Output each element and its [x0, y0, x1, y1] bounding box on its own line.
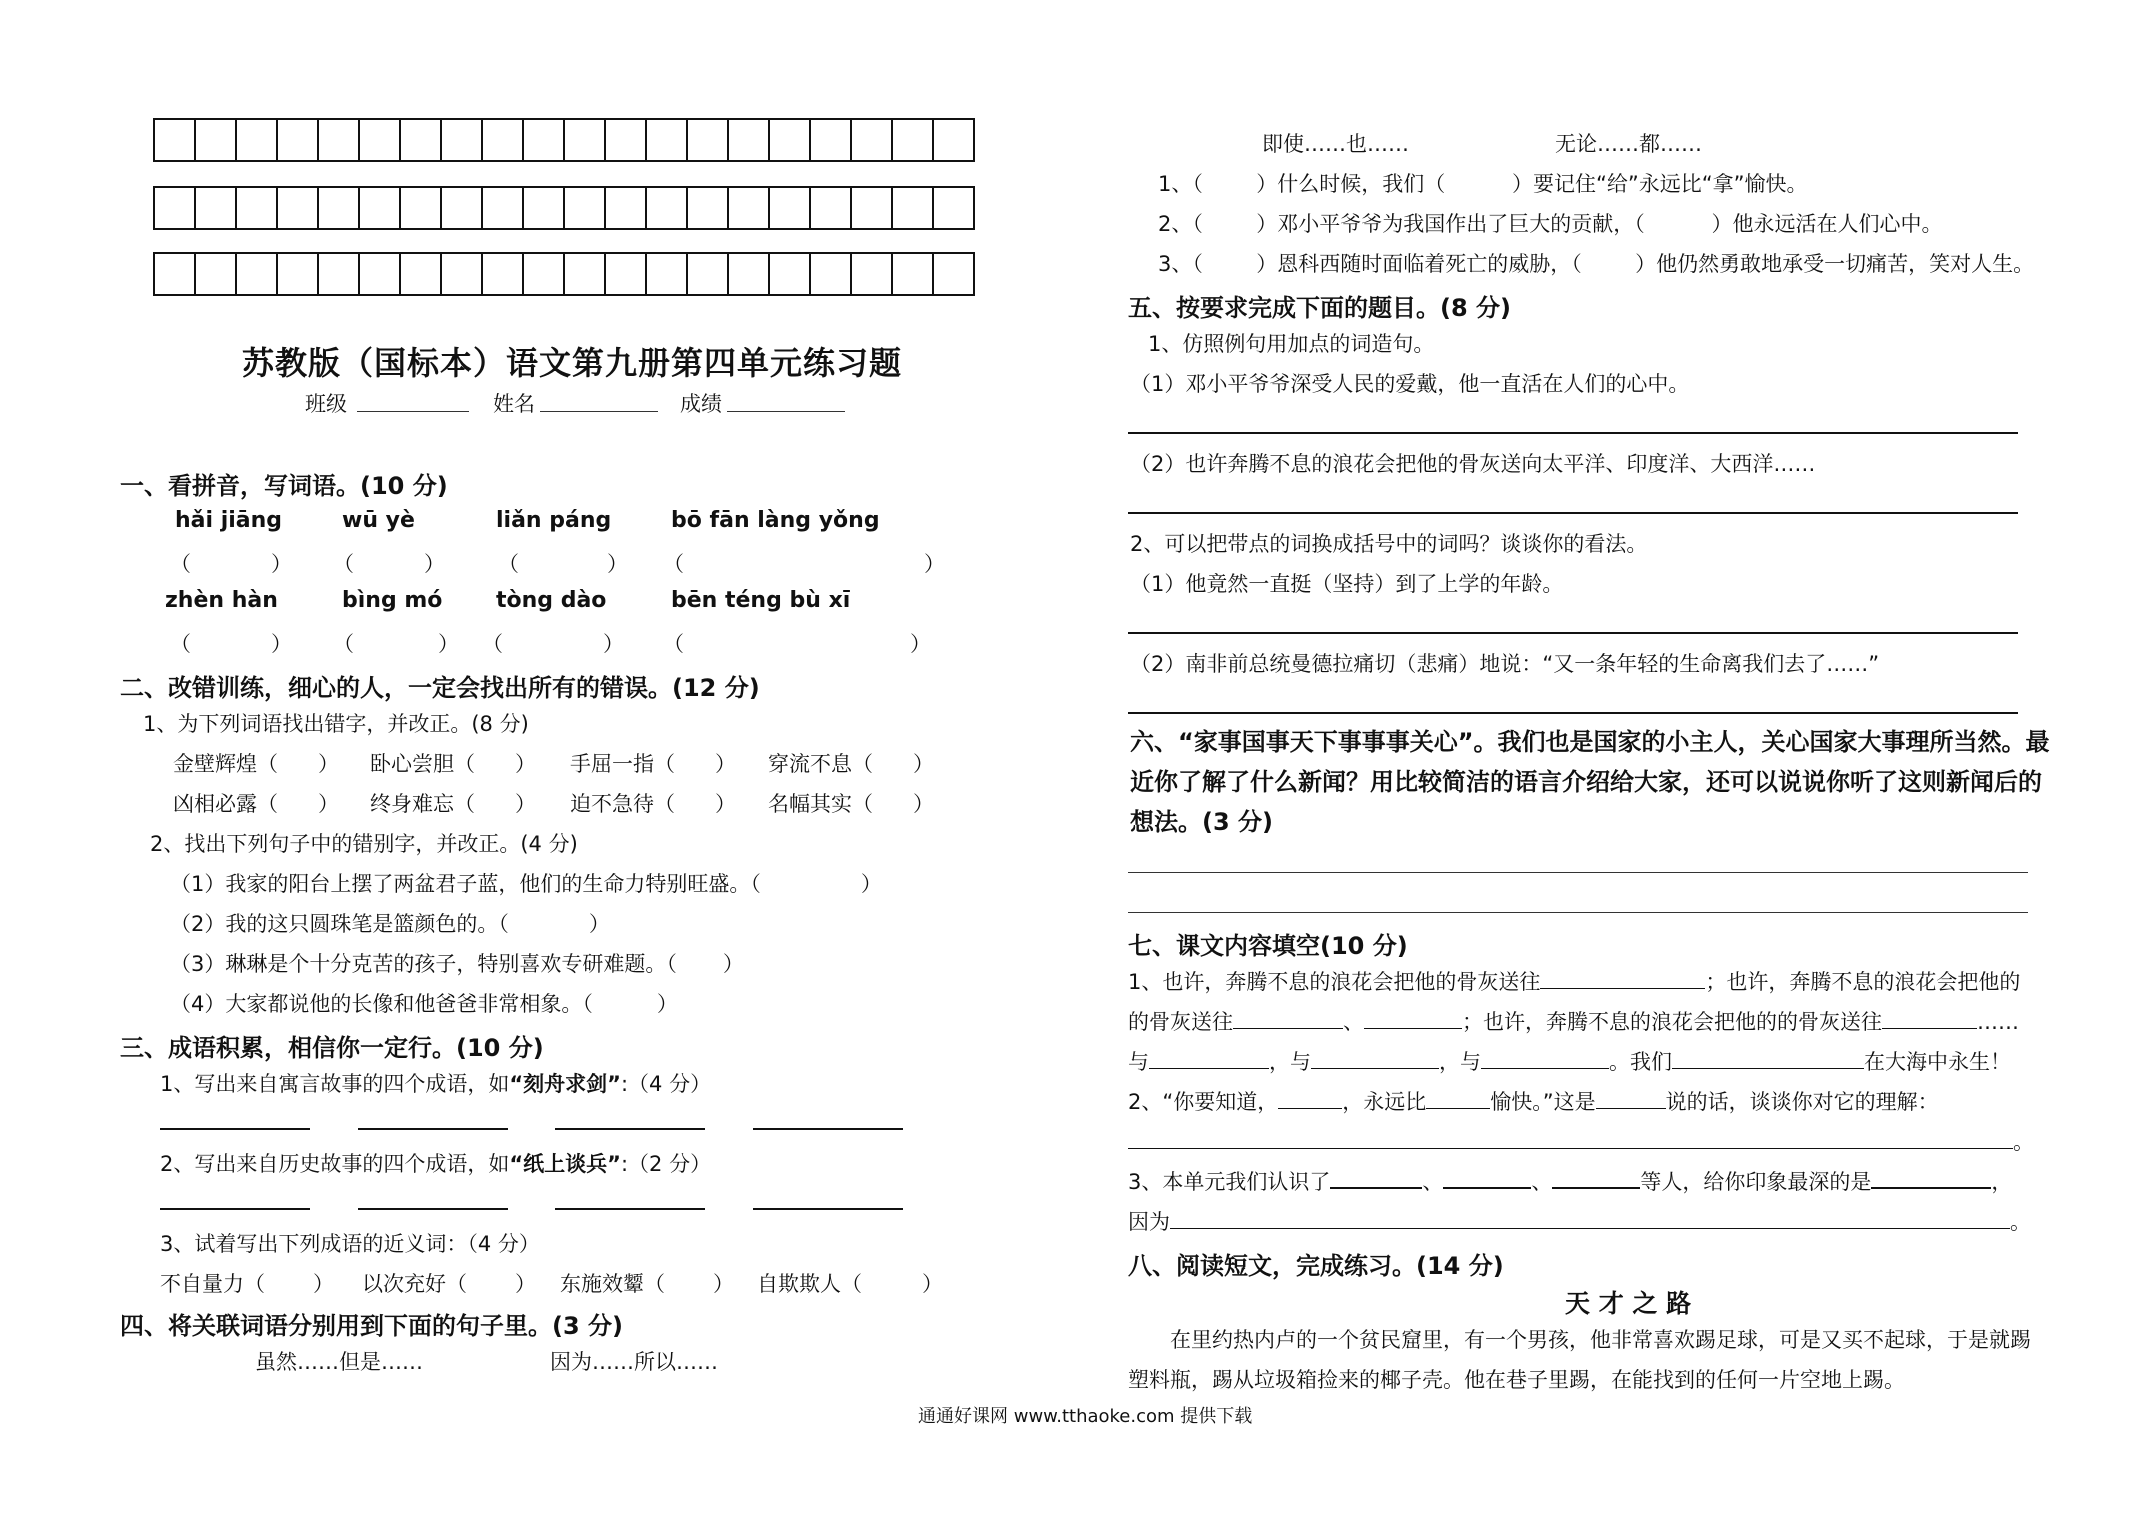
writing-grid-cell[interactable] [196, 252, 237, 296]
writing-grid-cell[interactable] [770, 118, 811, 162]
writing-grid-cell[interactable] [729, 118, 770, 162]
typo-word-3[interactable]: 手屈一指（ ） [570, 752, 736, 776]
s5-question-2: 2、可以把带点的词换成括号中的词吗？谈谈你的看法。 [1130, 532, 1648, 556]
news-answer-line-1[interactable] [1128, 872, 2028, 873]
footer-credit: 通通好课网 www.tthaoke.com 提供下载 [918, 1406, 1253, 1427]
answer-bracket-3[interactable]: （ ） [498, 552, 628, 576]
typo-sentence-1[interactable]: （1）我家的阳台上摆了两盆君子蓝，他们的生命力特别旺盛。（ ） [170, 872, 882, 896]
writing-grid-cell[interactable] [811, 118, 852, 162]
writing-grid-cell[interactable] [483, 118, 524, 162]
writing-grid-row-3[interactable] [153, 252, 975, 296]
answer-bracket-6[interactable]: （ ） [333, 632, 459, 656]
story-title: 天 才 之 路 [1565, 1289, 1692, 1318]
typo-sentence-4[interactable]: （4）大家都说他的长像和他爸爸非常相象。（ ） [170, 992, 678, 1016]
writing-grid-cell[interactable] [729, 186, 770, 230]
idiom-answer-line-1[interactable] [160, 1128, 310, 1130]
writing-grid-cell[interactable] [319, 186, 360, 230]
typo-word-7[interactable]: 迫不急待（ ） [570, 792, 736, 816]
section-2-heading: 二、改错训练，细心的人，一定会找出所有的错误。(12 分) [120, 674, 760, 702]
writing-grid-cell[interactable] [852, 186, 893, 230]
typo-word-2[interactable]: 卧心尝胆（ ） [370, 752, 536, 776]
score-label: 成绩 [680, 392, 722, 416]
writing-grid-cell[interactable] [934, 252, 975, 296]
conjunction-pair-3: 即使……也…… [1262, 132, 1409, 156]
writing-grid-cell[interactable] [401, 252, 442, 296]
writing-grid-cell[interactable] [360, 252, 401, 296]
section-3-heading: 三、成语积累，相信你一定行。(10 分) [120, 1034, 544, 1062]
s7-line-1: 1、也许，奔腾不息的浪花会把他的骨灰送往 ；也许，奔腾不息的浪花会把他的 [1128, 970, 2021, 994]
s7-line-5: 。 [1128, 1126, 2034, 1156]
writing-grid-cell[interactable] [237, 252, 278, 296]
writing-grid-cell[interactable] [565, 118, 606, 162]
writing-grid-cell[interactable] [442, 118, 483, 162]
idiom-answer-line-7[interactable] [555, 1208, 705, 1210]
typo-word-5[interactable]: 凶相必露（ ） [173, 792, 339, 816]
sentence-answer-line-1[interactable] [1128, 432, 2018, 434]
writing-grid-cell[interactable] [319, 118, 360, 162]
writing-grid-cell[interactable] [893, 186, 934, 230]
writing-grid-cell[interactable] [729, 252, 770, 296]
writing-grid-cell[interactable] [934, 118, 975, 162]
writing-grid-cell[interactable] [442, 186, 483, 230]
writing-grid-cell[interactable] [524, 252, 565, 296]
writing-grid-cell[interactable] [852, 252, 893, 296]
writing-grid-cell[interactable] [934, 186, 975, 230]
writing-grid-cell[interactable] [360, 186, 401, 230]
writing-grid-cell[interactable] [565, 186, 606, 230]
score-field[interactable] [727, 411, 845, 412]
writing-grid-cell[interactable] [688, 186, 729, 230]
s7-line-3: 与 ，与 ，与 。我们 在大海中永生！ [1128, 1050, 2011, 1074]
page-title: 苏教版（国标本）语文第九册第四单元练习题 [242, 344, 903, 382]
writing-grid-cell[interactable] [196, 186, 237, 230]
s7-line-4: 2、“你要知道， ，永远比 愉快。”这是 说的话，谈谈你对它的理解： [1128, 1090, 1939, 1114]
typo-word-4[interactable]: 穿流不息（ ） [768, 752, 934, 776]
section-5-heading: 五、按要求完成下面的题目。(8 分) [1128, 294, 1511, 322]
writing-grid-cell[interactable] [565, 252, 606, 296]
writing-grid-cell[interactable] [688, 118, 729, 162]
writing-grid-cell[interactable] [278, 186, 319, 230]
s7-line-7: 因为 。 [1128, 1210, 2031, 1234]
writing-grid-cell[interactable] [278, 118, 319, 162]
opinion-answer-line-1[interactable] [1128, 632, 2018, 634]
s5-question-1: 1、仿照例句用加点的词造句。 [1148, 332, 1435, 356]
pinyin-7: tòng dào [496, 588, 607, 613]
writing-grid-cell[interactable] [237, 186, 278, 230]
conjunction-item-3[interactable]: 3、（ ）恩科西随时面临着死亡的威胁，（ ）他仍然勇敢地承受一切痛苦，笑对人生。 [1158, 252, 2035, 276]
writing-grid-cell[interactable] [319, 252, 360, 296]
pinyin-5: zhèn hàn [165, 588, 278, 613]
synonym-item-3[interactable]: 东施效颦（ ） [560, 1272, 734, 1296]
idiom-answer-line-8[interactable] [753, 1208, 903, 1210]
writing-grid-cell[interactable] [770, 186, 811, 230]
writing-grid-cell[interactable] [811, 186, 852, 230]
writing-grid-cell[interactable] [237, 118, 278, 162]
pinyin-6: bìng mó [342, 588, 443, 613]
pinyin-3: liǎn páng [496, 508, 612, 533]
writing-grid-cell[interactable] [155, 186, 196, 230]
answer-bracket-2[interactable]: （ ） [333, 552, 445, 576]
writing-grid-cell[interactable] [852, 118, 893, 162]
writing-grid-cell[interactable] [524, 118, 565, 162]
typo-word-8[interactable]: 名幅其实（ ） [768, 792, 934, 816]
s5-example-2: （2）也许奔腾不息的浪花会把他的骨灰送向太平洋、印度洋、大西洋…… [1130, 452, 1816, 476]
s3-question-1: 1、写出来自寓言故事的四个成语，如“刻舟求剑”:（4 分） [160, 1072, 712, 1096]
s2-question-1: 1、为下列词语找出错字，并改正。(8 分) [143, 712, 529, 736]
writing-grid-cell[interactable] [483, 252, 524, 296]
answer-bracket-7[interactable]: （ ） [482, 632, 624, 656]
typo-word-6[interactable]: 终身难忘（ ） [370, 792, 536, 816]
opinion-answer-line-2[interactable] [1128, 712, 2018, 714]
s3-question-3: 3、试着写出下列成语的近义词：（4 分） [160, 1232, 540, 1256]
sentence-answer-line-2[interactable] [1128, 512, 2018, 514]
conjunction-pair-1: 虽然……但是…… [255, 1350, 423, 1374]
section-7-heading: 七、课文内容填空(10 分) [1128, 932, 1408, 960]
conjunction-pair-2: 因为……所以…… [550, 1350, 718, 1374]
pinyin-8: bēn téng bù xī [671, 588, 851, 613]
pinyin-2: wū yè [342, 508, 415, 533]
section-8-heading: 八、阅读短文，完成练习。(14 分) [1128, 1252, 1504, 1280]
idiom-answer-line-3[interactable] [555, 1128, 705, 1130]
writing-grid-cell[interactable] [278, 252, 319, 296]
writing-grid-cell[interactable] [155, 118, 196, 162]
s7-line-6: 3、本单元我们认识了 、 、 等人，给你印象最深的是 ， [1128, 1170, 2013, 1194]
answer-bracket-4[interactable]: （ ） [663, 552, 945, 576]
news-answer-line-2[interactable] [1128, 912, 2028, 913]
writing-grid-cell[interactable] [401, 186, 442, 230]
writing-grid-cell[interactable] [155, 252, 196, 296]
synonym-item-4[interactable]: 自欺欺人（ ） [757, 1272, 943, 1296]
writing-grid-cell[interactable] [483, 186, 524, 230]
writing-grid-cell[interactable] [893, 118, 934, 162]
typo-word-1[interactable]: 金壁辉煌（ ） [173, 752, 339, 776]
idiom-answer-line-5[interactable] [160, 1208, 310, 1210]
answer-bracket-8[interactable]: （ ） [663, 632, 931, 656]
s5-example-1: （1）邓小平爷爷深受人民的爱戴，他一直活在人们的心中。 [1130, 372, 1690, 396]
s5-example-4: （2）南非前总统曼德拉痛切（悲痛）地说：“又一条年轻的生命离我们去了……” [1130, 652, 1880, 676]
writing-grid-cell[interactable] [524, 186, 565, 230]
s7-line-2: 的骨灰送往 、 ；也许，奔腾不息的浪花会把他的的骨灰送往 …… [1128, 1010, 2019, 1034]
pinyin-1: hǎi jiāng [175, 508, 283, 533]
writing-grid-row-2[interactable] [153, 186, 975, 230]
typo-sentence-2[interactable]: （2）我的这只圆珠笔是篮颜色的。（ ） [170, 912, 610, 936]
s5-example-3: （1）他竟然一直挺（坚持）到了上学的年龄。 [1130, 572, 1564, 596]
writing-grid-cell[interactable] [606, 186, 647, 230]
writing-grid-cell[interactable] [647, 186, 688, 230]
name-label: 姓名 [493, 392, 535, 416]
writing-grid-cell[interactable] [770, 252, 811, 296]
section-6-prompt: 六、“家事国事天下事事事关心”。我们也是国家的小主人，关心国家大事理所当然。最近你了解了什么新闻？用比较简洁的语言介绍给大家，还可以说说你听了这则新闻后的想法。(3 分) [1130, 728, 2050, 836]
idiom-answer-line-4[interactable] [753, 1128, 903, 1130]
class-field[interactable] [357, 411, 469, 412]
name-field[interactable] [540, 411, 658, 412]
writing-grid-cell[interactable] [647, 252, 688, 296]
writing-grid-cell[interactable] [401, 118, 442, 162]
writing-grid-cell[interactable] [360, 118, 401, 162]
writing-grid-cell[interactable] [893, 252, 934, 296]
synonym-item-1[interactable]: 不自量力（ ） [160, 1272, 334, 1296]
idiom-answer-line-2[interactable] [358, 1128, 508, 1130]
writing-grid-cell[interactable] [196, 118, 237, 162]
writing-grid-cell[interactable] [688, 252, 729, 296]
writing-grid-cell[interactable] [811, 252, 852, 296]
writing-grid-cell[interactable] [647, 118, 688, 162]
idiom-answer-line-6[interactable] [358, 1208, 508, 1210]
section-1-heading: 一、看拼音，写词语。(10 分) [120, 472, 448, 500]
conjunction-item-1[interactable]: 1、（ ）什么时候，我们（ ）要记住“给”永远比“拿”愉快。 [1158, 172, 1808, 196]
synonym-item-2[interactable]: 以次充好（ ） [362, 1272, 536, 1296]
s3-question-2: 2、写出来自历史故事的四个成语，如“纸上谈兵”:（2 分） [160, 1152, 712, 1176]
writing-grid-row-1[interactable] [153, 118, 975, 162]
writing-grid-cell[interactable] [442, 252, 483, 296]
class-label: 班级 [305, 392, 347, 416]
answer-bracket-1[interactable]: （ ） [170, 552, 292, 576]
typo-sentence-3[interactable]: （3）琳琳是个十分克苦的孩子，特别喜欢专研难题。（ ） [170, 952, 744, 976]
conjunction-pair-4: 无论……都…… [1555, 132, 1702, 156]
story-text: 在里约热内卢的一个贫民窟里，有一个男孩，他非常喜欢踢足球，可是又买不起球，于是就踢塑料瓶，踢从垃圾箱捡来的椰子壳。他在巷子里踢，在能找到的任何一片空地上踢。 [1128, 1328, 2031, 1392]
conjunction-item-2[interactable]: 2、（ ）邓小平爷爷为我国作出了巨大的贡献，（ ）他永远活在人们心中。 [1158, 212, 1943, 236]
pinyin-4: bō fān làng yǒng [671, 508, 880, 533]
writing-grid-cell[interactable] [606, 118, 647, 162]
section-4-heading: 四、将关联词语分别用到下面的句子里。(3 分) [120, 1312, 623, 1340]
answer-bracket-5[interactable]: （ ） [170, 632, 292, 656]
writing-grid-cell[interactable] [606, 252, 647, 296]
s2-question-2: 2、找出下列句子中的错别字，并改正。(4 分) [150, 832, 578, 856]
